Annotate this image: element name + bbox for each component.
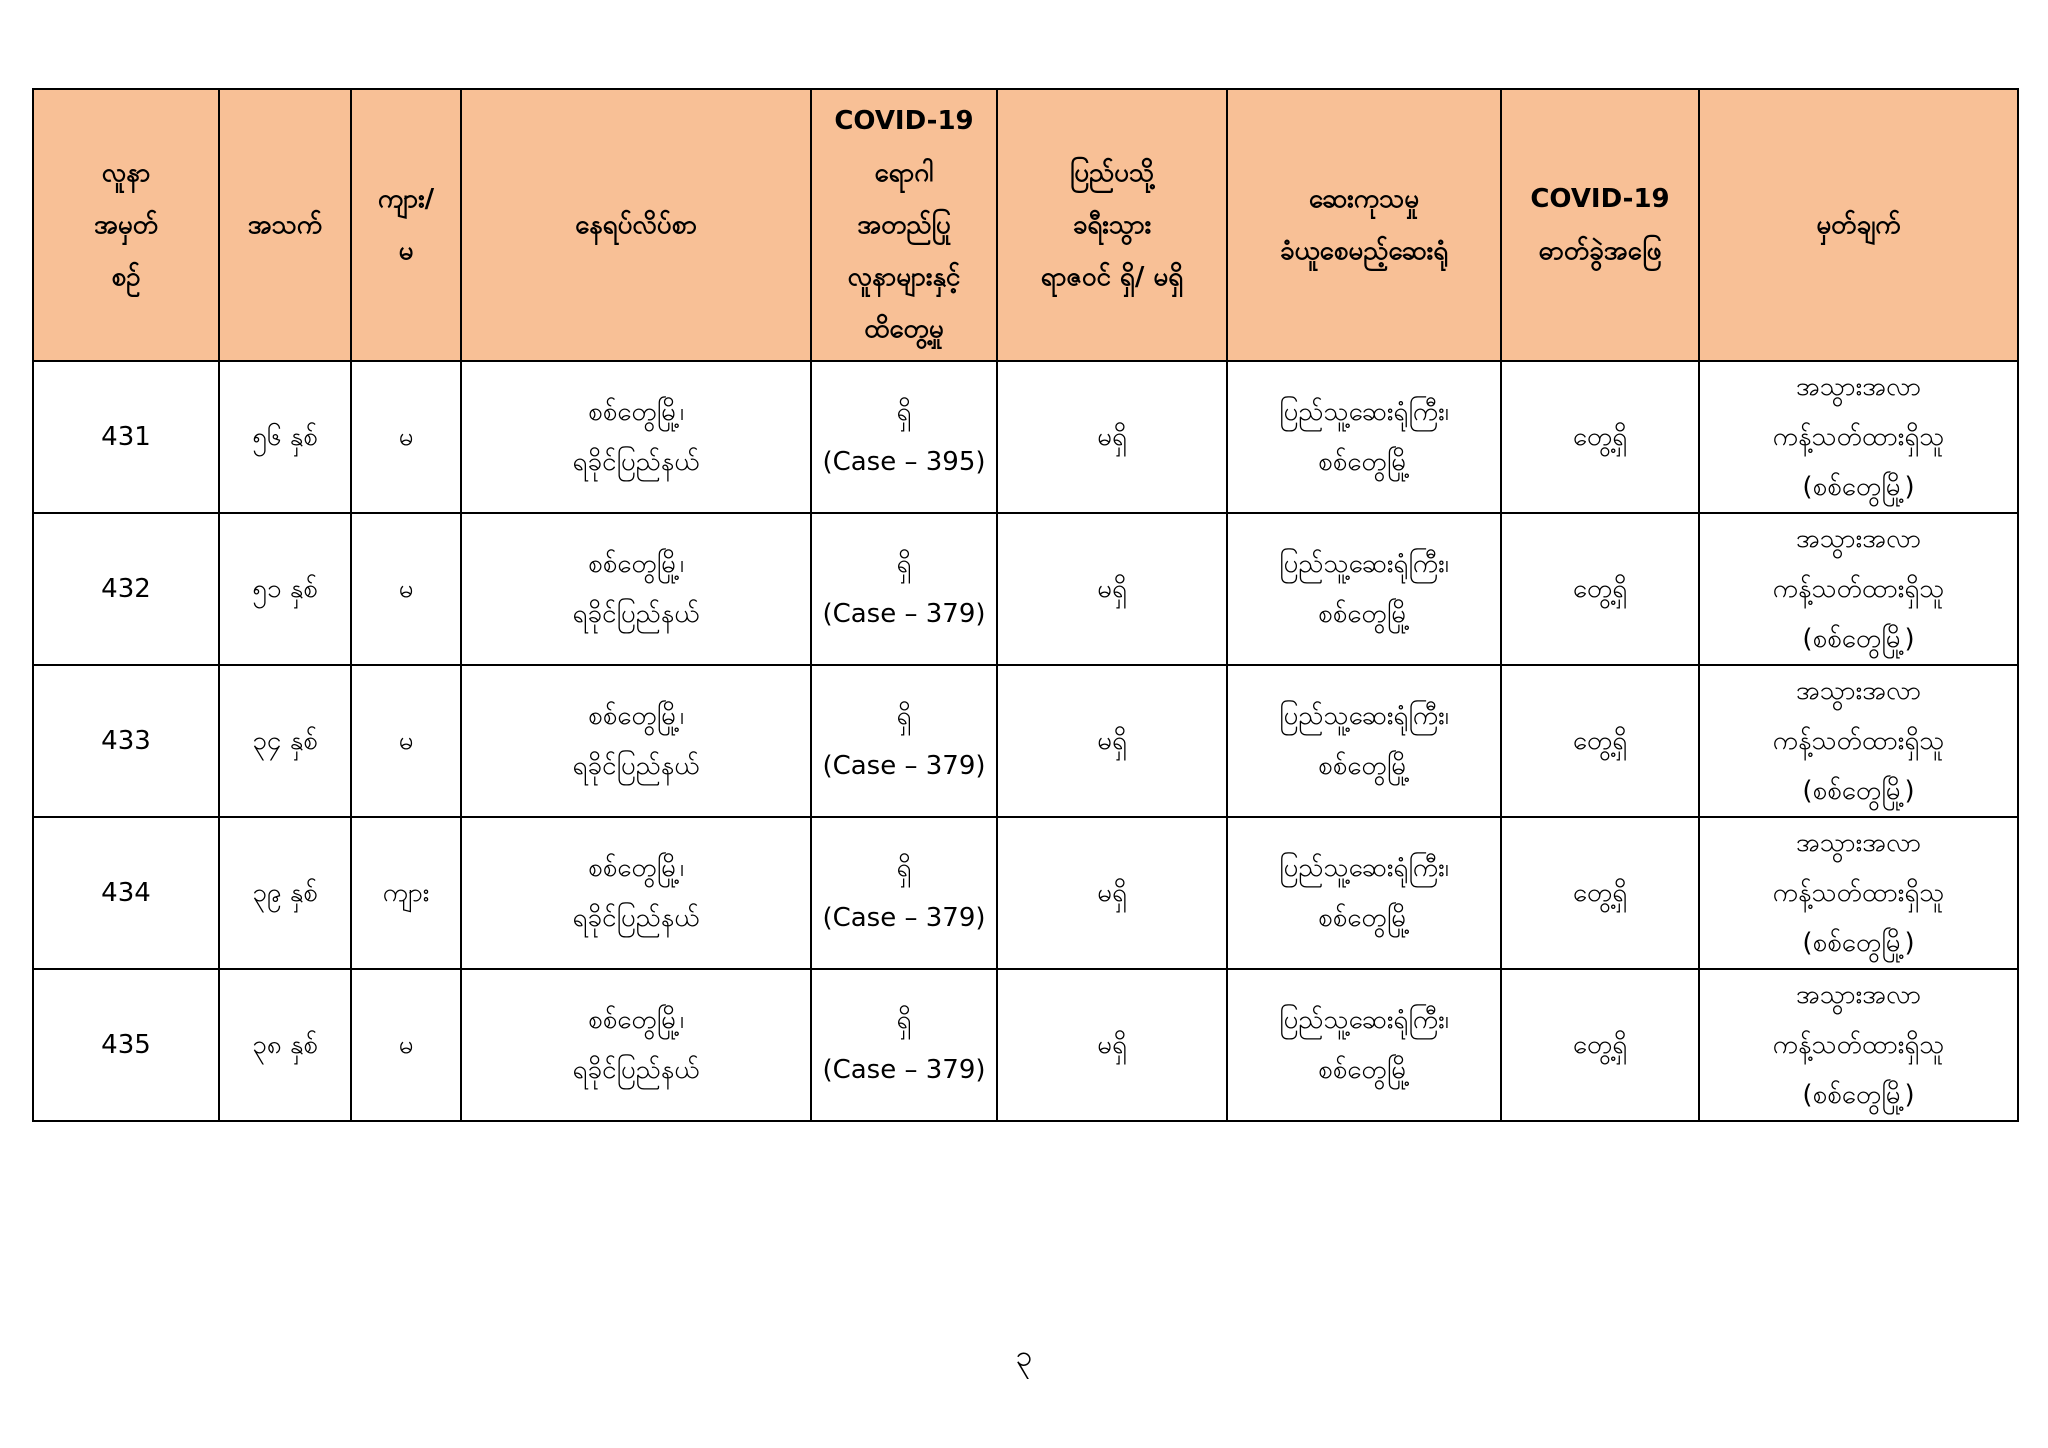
cell-remark: အသွားအလာ ကန့်သတ်ထားရှိသူ (စစ်တွေမြို့) <box>1699 361 2018 513</box>
header-remark: မှတ်ချက် <box>1699 89 2018 361</box>
cell-age: ၃၄ နှစ် <box>219 665 351 817</box>
cell-address: စစ်တွေမြို့၊ ရခိုင်ပြည်နယ် <box>461 817 811 969</box>
cell-case-number: 432 <box>33 513 219 665</box>
cell-address: စစ်တွေမြို့၊ ရခိုင်ပြည်နယ် <box>461 969 811 1121</box>
cell-lab-result: တွေ့ရှိ <box>1501 817 1699 969</box>
cell-case-number: 431 <box>33 361 219 513</box>
header-address: နေရပ်လိပ်စာ <box>461 89 811 361</box>
cell-sex: မ <box>351 361 461 513</box>
cell-lab-result: တွေ့ရှိ <box>1501 361 1699 513</box>
cell-case-number: 435 <box>33 969 219 1121</box>
cell-hospital: ပြည်သူ့ဆေးရုံကြီး၊ စစ်တွေမြို့ <box>1227 513 1501 665</box>
table-row <box>33 665 2018 817</box>
header-row <box>33 89 2018 361</box>
header-travel-history: ပြည်ပသို့ ခရီးသွား ရာဇဝင် ရှိ/ မရှိ <box>997 89 1227 361</box>
header-lab-result: COVID-19 ဓာတ်ခွဲအဖြေ <box>1501 89 1699 361</box>
table-row <box>33 513 2018 665</box>
cell-lab-result: တွေ့ရှိ <box>1501 513 1699 665</box>
cell-age: ၅၆ နှစ် <box>219 361 351 513</box>
cell-contact: ရှိ (Case – 379) <box>811 817 997 969</box>
cell-sex: မ <box>351 665 461 817</box>
table-row <box>33 817 2018 969</box>
cell-hospital: ပြည်သူ့ဆေးရုံကြီး၊ စစ်တွေမြို့ <box>1227 361 1501 513</box>
cell-hospital: ပြည်သူ့ဆေးရုံကြီး၊ စစ်တွေမြို့ <box>1227 969 1501 1121</box>
cell-lab-result: တွေ့ရှိ <box>1501 665 1699 817</box>
cell-remark: အသွားအလာ ကန့်သတ်ထားရှိသူ (စစ်တွေမြို့) <box>1699 665 2018 817</box>
cell-contact: ရှိ (Case – 379) <box>811 513 997 665</box>
cell-contact: ရှိ (Case – 379) <box>811 665 997 817</box>
cell-travel-history: မရှိ <box>997 665 1227 817</box>
cell-sex: မ <box>351 513 461 665</box>
cell-travel-history: မရှိ <box>997 361 1227 513</box>
cell-age: ၅၁ နှစ် <box>219 513 351 665</box>
cell-remark: အသွားအလာ ကန့်သတ်ထားရှိသူ (စစ်တွေမြို့) <box>1699 969 2018 1121</box>
cell-sex: ကျား <box>351 817 461 969</box>
cell-lab-result: တွေ့ရှိ <box>1501 969 1699 1121</box>
header-sex: ကျား/ မ <box>351 89 461 361</box>
cell-age: ၃၉ နှစ် <box>219 817 351 969</box>
cell-case-number: 433 <box>33 665 219 817</box>
cell-hospital: ပြည်သူ့ဆေးရုံကြီး၊ စစ်တွေမြို့ <box>1227 665 1501 817</box>
case-table <box>32 88 2019 1122</box>
cell-remark: အသွားအလာ ကန့်သတ်ထားရှိသူ (စစ်တွေမြို့) <box>1699 817 2018 969</box>
page-number: ၃ <box>1015 1339 1033 1374</box>
cell-address: စစ်တွေမြို့၊ ရခိုင်ပြည်နယ် <box>461 361 811 513</box>
cell-travel-history: မရှိ <box>997 513 1227 665</box>
cell-address: စစ်တွေမြို့၊ ရခိုင်ပြည်နယ် <box>461 665 811 817</box>
cell-contact: ရှိ (Case – 395) <box>811 361 997 513</box>
cell-remark: အသွားအလာ ကန့်သတ်ထားရှိသူ (စစ်တွေမြို့) <box>1699 513 2018 665</box>
cell-travel-history: မရှိ <box>997 817 1227 969</box>
cell-hospital: ပြည်သူ့ဆေးရုံကြီး၊ စစ်တွေမြို့ <box>1227 817 1501 969</box>
header-contact: COVID-19 ရောဂါ အတည်ပြု လူနာများနှင့် ထိတွေ့မှု <box>811 89 997 361</box>
cell-travel-history: မရှိ <box>997 969 1227 1121</box>
cell-sex: မ <box>351 969 461 1121</box>
table-row <box>33 969 2018 1121</box>
header-case-number: လူနာ အမှတ် စဉ် <box>33 89 219 361</box>
cell-case-number: 434 <box>33 817 219 969</box>
header-age: အသက် <box>219 89 351 361</box>
cell-contact: ရှိ (Case – 379) <box>811 969 997 1121</box>
cell-address: စစ်တွေမြို့၊ ရခိုင်ပြည်နယ် <box>461 513 811 665</box>
table-row <box>33 361 2018 513</box>
cell-age: ၃၈ နှစ် <box>219 969 351 1121</box>
header-hospital: ဆေးကုသမှု ခံယူစေမည့်ဆေးရုံ <box>1227 89 1501 361</box>
